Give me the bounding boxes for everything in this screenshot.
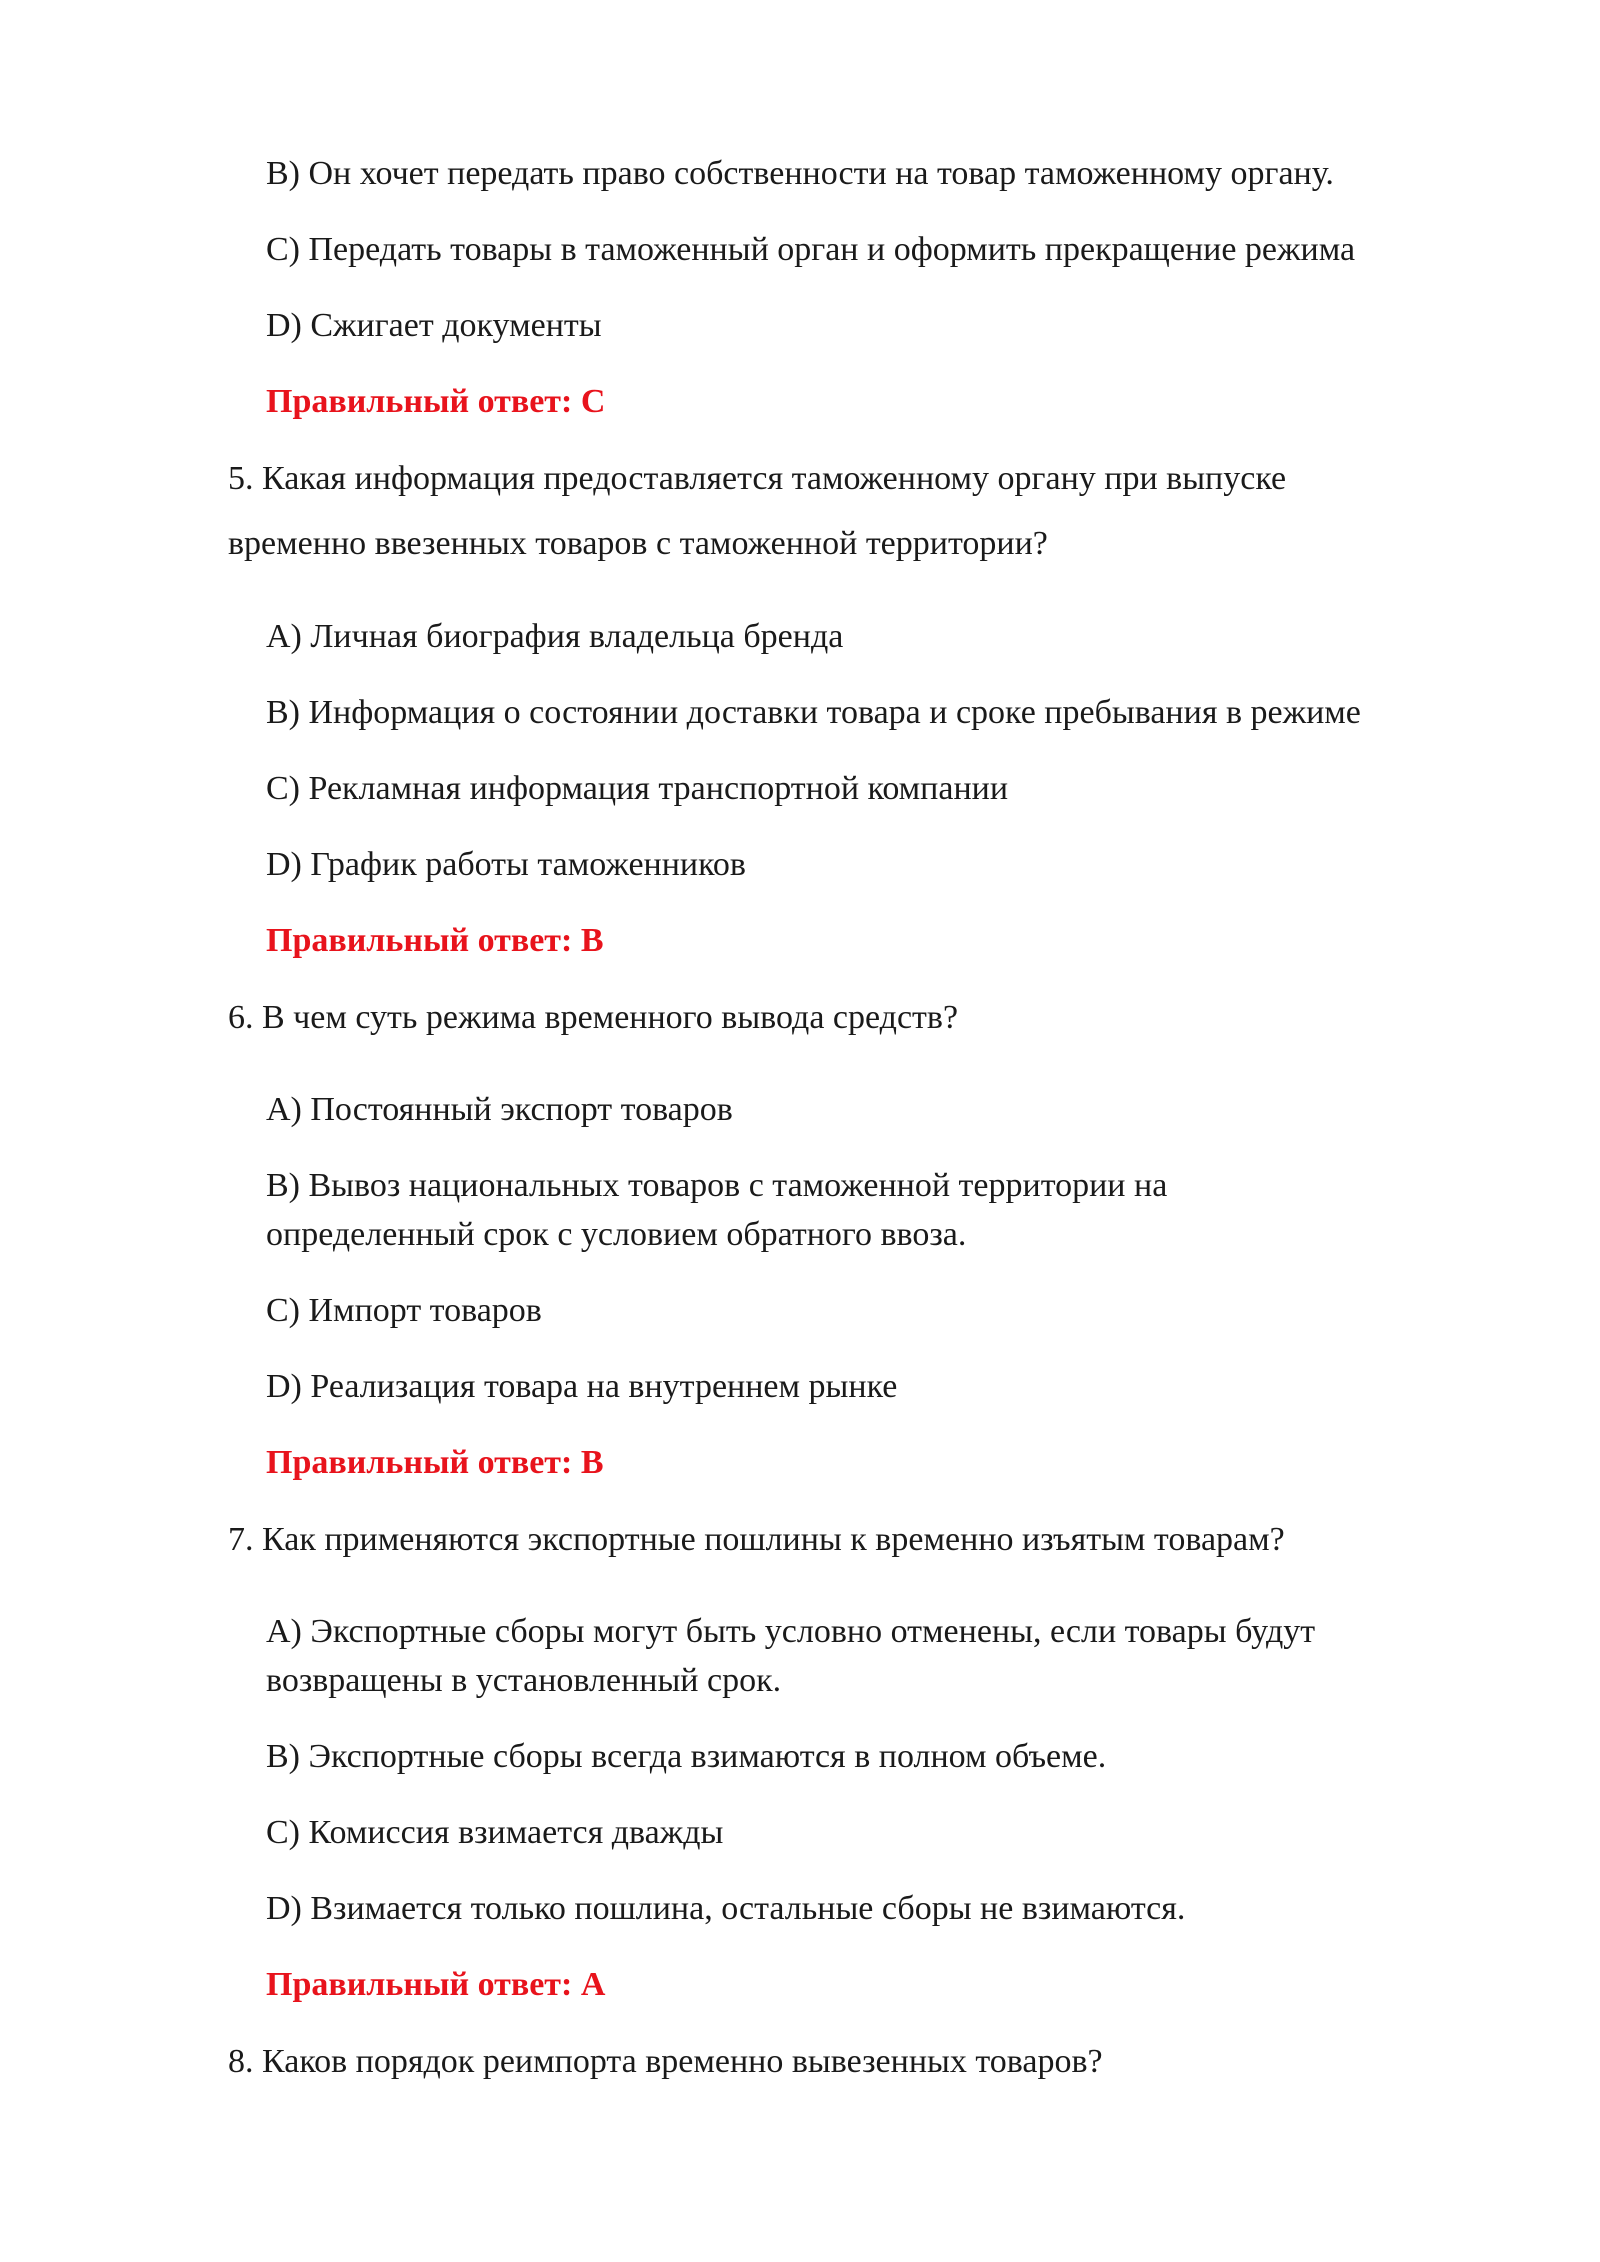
q6-option-b-line-2: определенный срок с условием обратного ввоза. [266,1216,967,1253]
q6-option-d: D) Реализация товара на внутреннем рынке [266,1368,898,1405]
q6-correct-answer: Правильный ответ: B [266,1444,604,1481]
q7-option-b: B) Экспортные сборы всегда взимаются в полном объеме. [266,1738,1107,1775]
q7-option-a-line-1: A) Экспортные сборы могут быть условно отменены, если товары будут [266,1613,1316,1650]
q5-option-b: B) Информация о состоянии доставки товара и сроке пребывания в режиме [266,694,1361,731]
q5-question-line-2: временно ввезенных товаров с таможенной территории? [228,525,1048,562]
q4-option-b: B) Он хочет передать право собственности на товар таможенному органу. [266,155,1334,192]
q6-option-b-line-1: B) Вывоз национальных товаров с таможенной территории на [266,1167,1168,1204]
q5-option-a: A) Личная биография владельца бренда [266,618,844,655]
q8-question: 8. Каков порядок реимпорта временно вывезенных товаров? [228,2043,1103,2080]
q7-option-c: C) Комиссия взимается дважды [266,1814,724,1851]
q5-correct-answer: Правильный ответ: B [266,922,604,959]
q7-correct-answer: Правильный ответ: A [266,1966,606,2003]
q4-correct-answer: Правильный ответ: C [266,383,606,420]
q6-option-a: A) Постоянный экспорт товаров [266,1091,733,1128]
q5-question-line-1: 5. Какая информация предоставляется таможенному органу при выпуске [228,460,1287,497]
q4-option-c: C) Передать товары в таможенный орган и оформить прекращение режима [266,231,1356,268]
q5-option-c: C) Рекламная информация транспортной компании [266,770,1009,807]
q7-option-a-line-2: возвращены в установленный срок. [266,1662,782,1699]
q6-question: 6. В чем суть режима временного вывода средств? [228,999,959,1036]
q6-option-c: C) Импорт товаров [266,1292,542,1329]
q5-option-d: D) График работы таможенников [266,846,746,883]
q4-option-d: D) Сжигает документы [266,307,602,344]
q7-option-d: D) Взимается только пошлина, остальные сборы не взимаются. [266,1890,1186,1927]
q7-question: 7. Как применяются экспортные пошлины к временно изъятым товарам? [228,1521,1285,1558]
